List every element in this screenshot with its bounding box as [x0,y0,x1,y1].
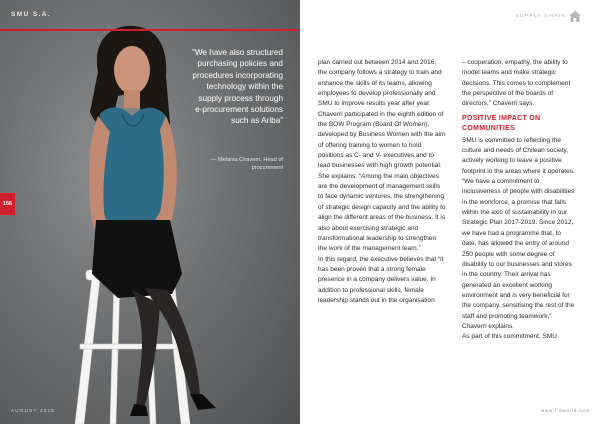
paragraph: SMU is committed to reflecting the culture and needs of Chilean society, actively working to leave a positive footprint in the areas where it operates. [462,136,575,175]
paragraph: plan carried out between 2014 and 2016, the company follows a strategy to train and enhance the skills of its teams, allowing employees to develop professionally and SMU to improve results year after year. [318,59,442,108]
paragraph: In this regard, the executive believes that “it has been proven that a strong female presence in a company delivers value. In addition to professional skills, female leadership stands out in the organisation [318,255,444,304]
home-icon[interactable] [568,9,582,23]
paragraph: Chaverri participated in the eighth edition of the BOW Program (Board Of Women), developed by Business Women with the aim of offering training to women to hold positions as C- and V- executives and to lead businesses with high growth potential. [318,110,446,170]
section-subheading: POSITIVE IMPACT ON COMMUNITIES [462,114,541,132]
section-label: SUPPLY CHAIN [515,14,566,19]
article-column-2 [462,58,577,343]
issue-date: AUGUST 2018 [11,408,56,413]
pull-quote: “We have also structured purchasing policies and procedures incorporating technology within the supply process through e-procurement solutions such as Ariba” [192,48,283,126]
paragraph: “We have a commitment to inclusiveness of people with disabilities in the workforce, a promise that falls within the axis of sustainability in our Strategic Plan 2017-2019. Since 2012, we have had a programme that, to date, has allowed the entry of around 250 people with some degree of disability to our businesses and stores in the country. Their arrival has generated an excellent working environment and is very beneficial for the company, sensitising the rest of the staff and promoting teamwork,” Chaverri explains. [462,178,575,330]
header-rule-left [0,29,300,31]
paragraph: She explains: “Among the main objectives are the development of management skills to face dynamic ventures, the strengthening of strategic design capacity and the ability to align the different areas of the business. It is also about exercising strategic and transformational leadership to strengthen the work of the management team.” [318,172,446,253]
website-url[interactable]: www.f dworld.com [540,408,590,413]
article-column-1 [318,58,446,306]
paragraph: As part of this commitment, SMU [462,333,557,341]
paragraph: – cooperation, empathy, the ability to model teams and make strategic decisions. This comes to complement the perspective of the boards of directors,” Chaverri says. [462,59,571,108]
page-number-left: 156 [0,193,15,215]
quote-attribution: — Melania Chaverri, Head of procurement [210,157,283,171]
brand-name: SMU S.A. [11,11,52,18]
